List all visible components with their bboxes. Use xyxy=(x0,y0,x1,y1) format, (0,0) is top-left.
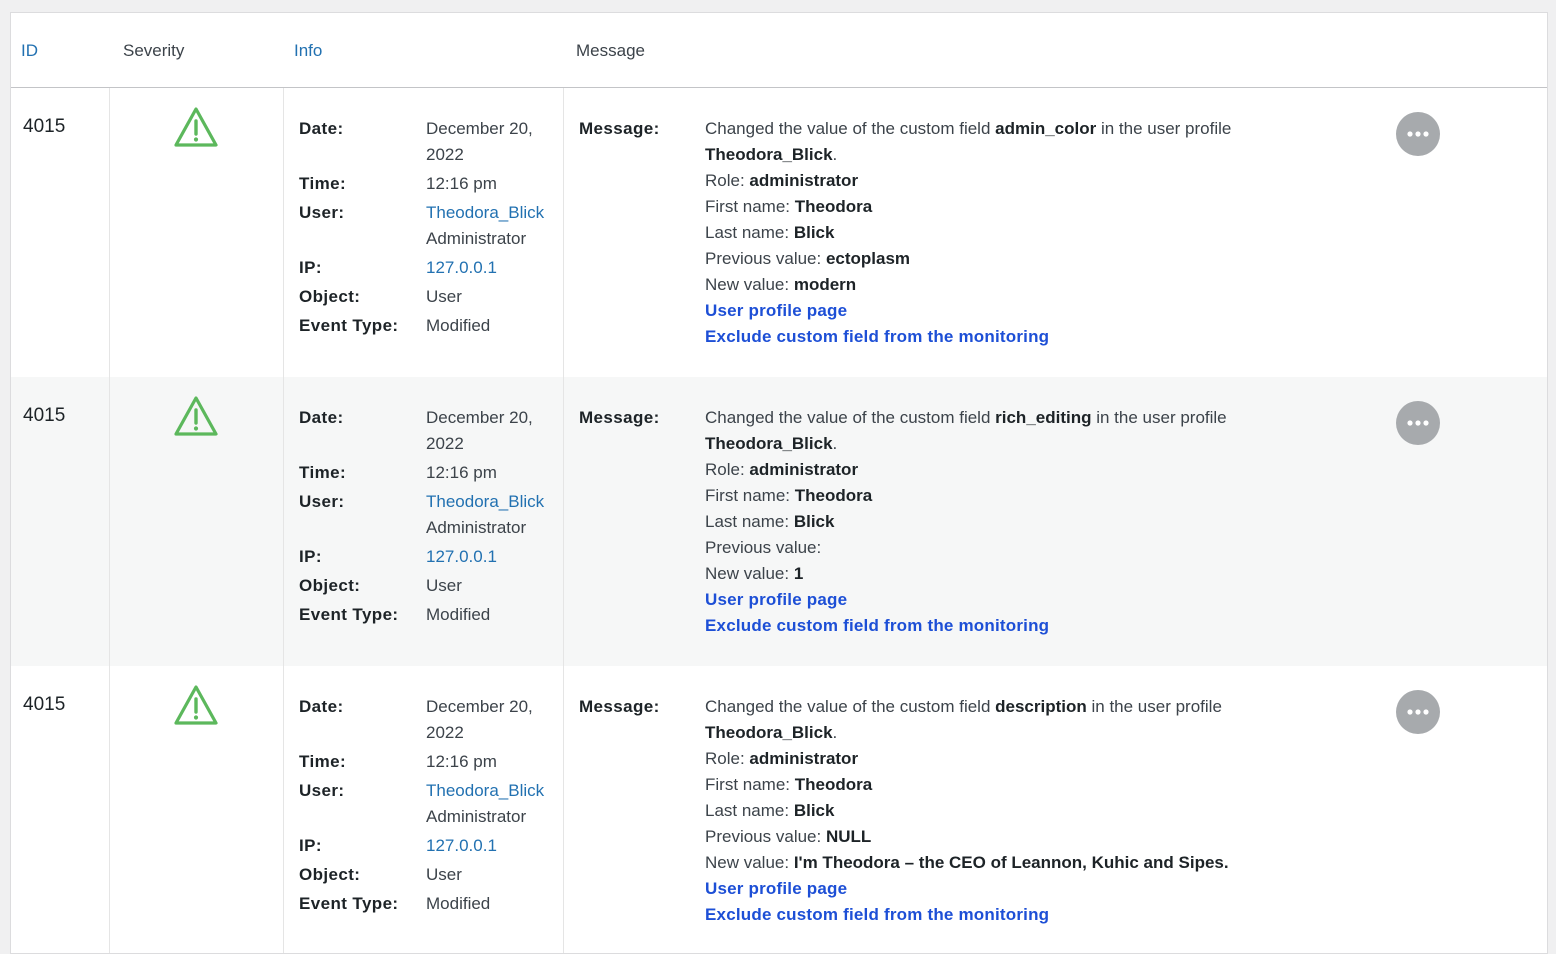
last-name-value: Blick xyxy=(793,801,835,820)
profile-line: Theodora_Blick. xyxy=(705,145,838,164)
ip-link[interactable]: 127.0.0.1 xyxy=(426,547,497,566)
column-header-info[interactable]: Info xyxy=(294,41,323,60)
message-summary-line xyxy=(705,405,1305,431)
info-cell xyxy=(284,666,564,954)
table-row xyxy=(11,666,1547,954)
date-value xyxy=(426,116,566,168)
warning-triangle-icon xyxy=(173,395,219,437)
message-label: Message: xyxy=(579,119,660,138)
role-value: administrator xyxy=(749,460,859,479)
exclude-field-link[interactable]: Exclude custom field from the monitoring xyxy=(705,327,1050,346)
role-label: Role: xyxy=(705,460,750,479)
time-value: 12:16 pm xyxy=(426,752,497,771)
user-value xyxy=(426,489,566,541)
last-name-line xyxy=(705,220,1305,246)
last-name-label: Last name: xyxy=(705,512,794,531)
user-role: Administrator xyxy=(426,518,527,537)
msg-suffix: in the user profile xyxy=(1086,697,1222,716)
first-name-label: First name: xyxy=(705,197,795,216)
date-label: Date: xyxy=(299,119,344,138)
msg-prefix: Changed the value of the custom field xyxy=(705,408,996,427)
role-label: Role: xyxy=(705,171,750,190)
ellipsis-icon xyxy=(1407,420,1429,426)
date-value xyxy=(426,405,566,457)
first-name-value: Theodora xyxy=(794,775,873,794)
date-label: Date: xyxy=(299,697,344,716)
msg-suffix: in the user profile xyxy=(1091,408,1227,427)
object-label: Object: xyxy=(299,576,361,595)
user-label: User: xyxy=(299,203,345,222)
time-label: Time: xyxy=(299,463,347,482)
message-cell xyxy=(564,377,1547,666)
activity-log-table xyxy=(10,12,1548,954)
severity-cell xyxy=(110,88,284,377)
new-value-label: New value: xyxy=(705,853,794,872)
object-value: User xyxy=(426,287,462,306)
new-value-label: New value: xyxy=(705,564,794,583)
date-label: Date: xyxy=(299,408,344,427)
exclude-field-link[interactable]: Exclude custom field from the monitoring xyxy=(705,905,1050,924)
event-type-value: Modified xyxy=(426,316,491,335)
table-row xyxy=(11,377,1547,666)
date-value xyxy=(426,694,566,746)
role-line xyxy=(705,457,1305,483)
first-name-value: Theodora xyxy=(794,486,873,505)
ellipsis-icon xyxy=(1407,131,1429,137)
role-value: administrator xyxy=(749,749,859,768)
last-name-line xyxy=(705,509,1305,535)
more-actions-button[interactable] xyxy=(1396,401,1440,445)
time-label: Time: xyxy=(299,752,347,771)
role-label: Role: xyxy=(705,749,750,768)
warning-triangle-icon xyxy=(173,106,219,148)
message-cell xyxy=(564,666,1547,954)
first-name-line xyxy=(705,483,1305,509)
role-line xyxy=(705,746,1305,772)
date-line1: December 20, xyxy=(426,408,533,427)
date-line2: 2022 xyxy=(426,145,464,164)
severity-cell xyxy=(110,377,284,666)
profile-name: Theodora_Blick xyxy=(705,145,833,164)
user-label: User: xyxy=(299,781,345,800)
date-line2: 2022 xyxy=(426,434,464,453)
msg-suffix: in the user profile xyxy=(1096,119,1232,138)
ellipsis-icon xyxy=(1407,709,1429,715)
message-body xyxy=(705,116,1305,350)
previous-value-line xyxy=(705,246,1305,272)
message-body xyxy=(705,405,1305,639)
previous-value-label: Previous value: xyxy=(705,827,826,846)
custom-field-name: rich_editing xyxy=(995,408,1092,427)
ip-link[interactable]: 127.0.0.1 xyxy=(426,836,497,855)
table-row xyxy=(11,88,1547,377)
ip-label: IP: xyxy=(299,258,322,277)
object-value: User xyxy=(426,576,462,595)
exclude-field-link[interactable]: Exclude custom field from the monitoring xyxy=(705,616,1050,635)
column-header-id[interactable]: ID xyxy=(21,41,38,60)
info-cell xyxy=(284,377,564,666)
user-label: User: xyxy=(299,492,345,511)
last-name-label: Last name: xyxy=(705,223,794,242)
new-value-label: New value: xyxy=(705,275,794,294)
previous-value: ectoplasm xyxy=(825,249,911,268)
user-role: Administrator xyxy=(426,229,527,248)
new-value-line xyxy=(705,850,1305,876)
table-header xyxy=(11,13,1547,88)
first-name-line xyxy=(705,772,1305,798)
ip-value xyxy=(426,833,566,859)
column-header-severity: Severity xyxy=(123,41,185,60)
msg-prefix: Changed the value of the custom field xyxy=(705,697,996,716)
profile-name: Theodora_Blick xyxy=(705,723,833,742)
ip-link[interactable]: 127.0.0.1 xyxy=(426,258,497,277)
last-name-value: Blick xyxy=(793,512,835,531)
message-cell xyxy=(564,88,1547,377)
object-label: Object: xyxy=(299,287,361,306)
new-value: 1 xyxy=(793,564,804,583)
first-name-value: Theodora xyxy=(794,197,873,216)
time-value: 12:16 pm xyxy=(426,174,497,193)
first-name-label: First name: xyxy=(705,775,795,794)
info-cell xyxy=(284,88,564,377)
previous-value-line xyxy=(705,824,1305,850)
message-label: Message: xyxy=(579,697,660,716)
last-name-line xyxy=(705,798,1305,824)
user-link[interactable]: Theodora_Blick xyxy=(426,203,545,222)
previous-value-label: Previous value: xyxy=(705,538,822,557)
last-name-value: Blick xyxy=(793,223,835,242)
new-value-line xyxy=(705,561,1305,587)
id-cell xyxy=(11,88,110,377)
message-summary-line xyxy=(705,694,1305,720)
custom-field-name: admin_color xyxy=(995,119,1097,138)
ip-value xyxy=(426,544,566,570)
user-link[interactable]: Theodora_Blick xyxy=(426,492,545,511)
event-type-value: Modified xyxy=(426,605,491,624)
profile-name: Theodora_Blick xyxy=(705,434,833,453)
event-type-label: Event Type: xyxy=(299,894,399,913)
first-name-line xyxy=(705,194,1305,220)
custom-field-name: description xyxy=(995,697,1087,716)
user-role: Administrator xyxy=(426,807,527,826)
time-label: Time: xyxy=(299,174,347,193)
role-line xyxy=(705,168,1305,194)
ip-label: IP: xyxy=(299,836,322,855)
first-name-label: First name: xyxy=(705,486,795,505)
user-profile-link[interactable]: User profile page xyxy=(705,879,848,898)
severity-cell xyxy=(110,666,284,954)
event-type-label: Event Type: xyxy=(299,316,399,335)
new-value: modern xyxy=(793,275,857,294)
ip-value xyxy=(426,255,566,281)
message-label: Message: xyxy=(579,408,660,427)
role-value: administrator xyxy=(749,171,859,190)
message-summary-line xyxy=(705,116,1305,142)
previous-value: NULL xyxy=(825,827,872,846)
event-type-value: Modified xyxy=(426,894,491,913)
message-body xyxy=(705,694,1305,928)
event-id: 4015 xyxy=(23,694,66,715)
date-line1: December 20, xyxy=(426,119,533,138)
date-line2: 2022 xyxy=(426,723,464,742)
profile-line: Theodora_Blick. xyxy=(705,723,838,742)
user-value xyxy=(426,200,566,252)
user-value xyxy=(426,778,566,830)
date-line1: December 20, xyxy=(426,697,533,716)
id-cell xyxy=(11,666,110,954)
time-value: 12:16 pm xyxy=(426,463,497,482)
msg-prefix: Changed the value of the custom field xyxy=(705,119,996,138)
new-value: I'm Theodora – the CEO of Leannon, Kuhic and Sipes. xyxy=(793,853,1229,872)
user-profile-link[interactable]: User profile page xyxy=(705,301,848,320)
last-name-label: Last name: xyxy=(705,801,794,820)
more-actions-button[interactable] xyxy=(1396,690,1440,734)
profile-line: Theodora_Blick. xyxy=(705,434,838,453)
user-link[interactable]: Theodora_Blick xyxy=(426,781,545,800)
id-cell xyxy=(11,377,110,666)
event-id: 4015 xyxy=(23,116,66,137)
event-type-label: Event Type: xyxy=(299,605,399,624)
previous-value-label: Previous value: xyxy=(705,249,826,268)
column-header-message: Message xyxy=(576,41,645,60)
user-profile-link[interactable]: User profile page xyxy=(705,590,848,609)
object-label: Object: xyxy=(299,865,361,884)
new-value-line xyxy=(705,272,1305,298)
more-actions-button[interactable] xyxy=(1396,112,1440,156)
warning-triangle-icon xyxy=(173,684,219,726)
ip-label: IP: xyxy=(299,547,322,566)
event-id: 4015 xyxy=(23,405,66,426)
previous-value-line xyxy=(705,535,1305,561)
object-value: User xyxy=(426,865,462,884)
